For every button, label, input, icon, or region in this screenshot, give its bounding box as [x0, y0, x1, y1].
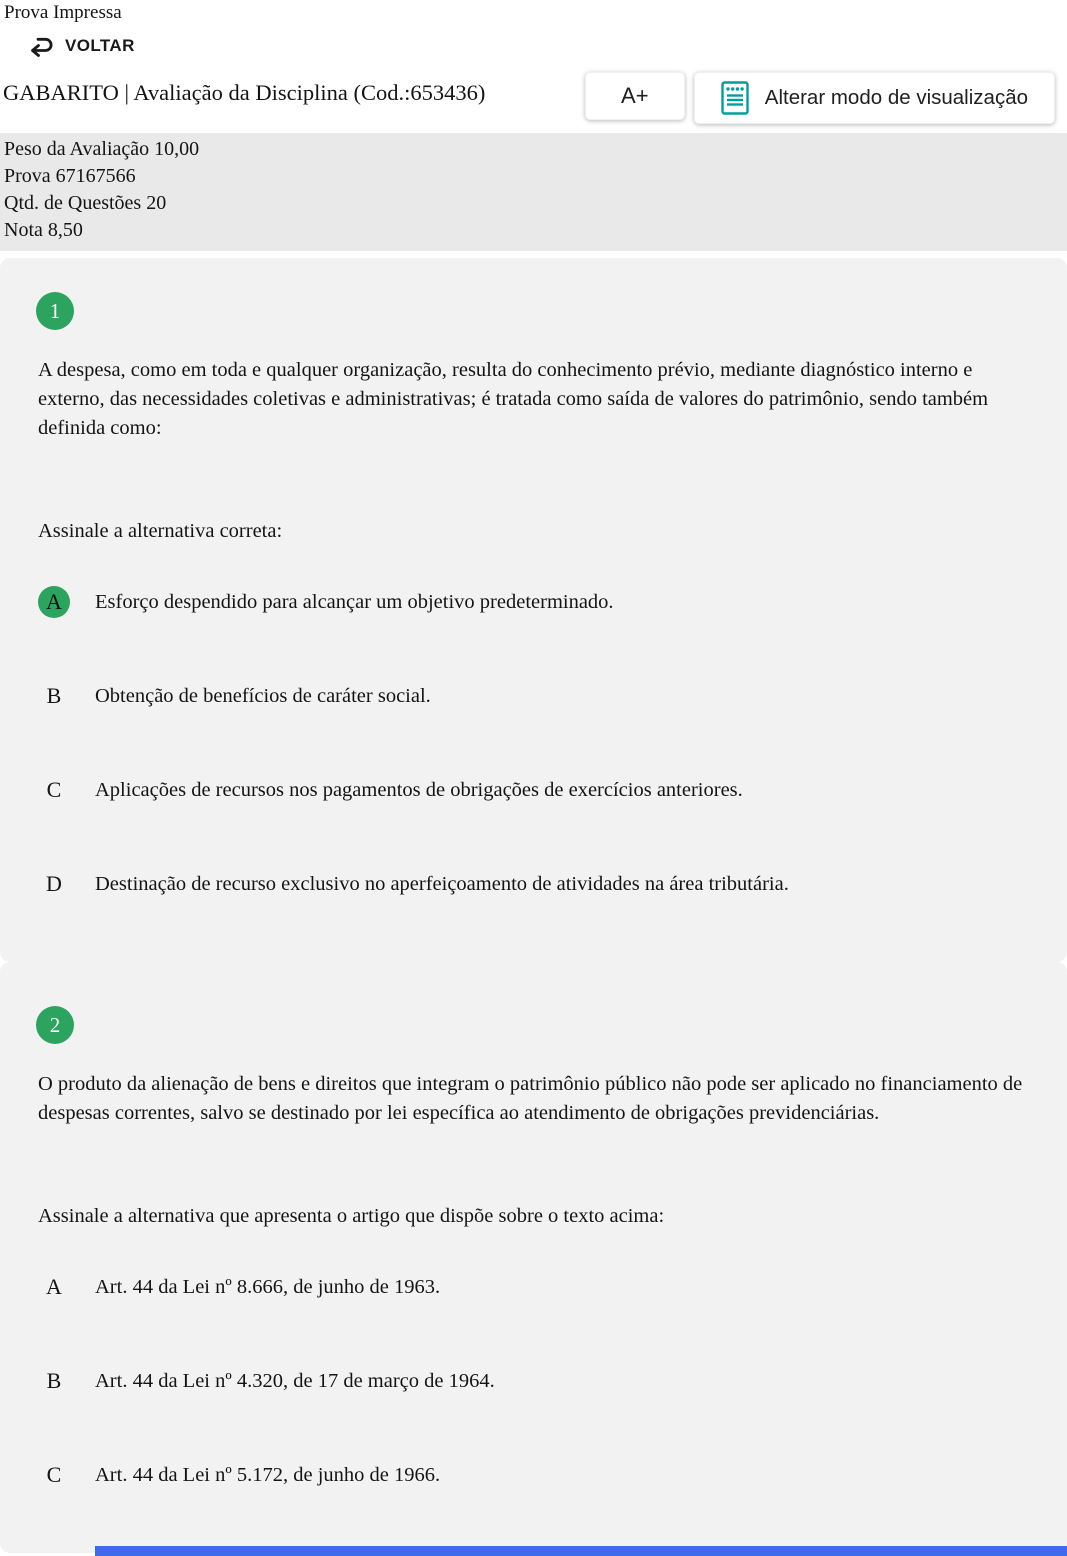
question-text: A despesa, como em toda e qualquer organização, resulta do conhecimento prévio, mediante diagnóstico interno e externo, das necessidades coletivas e administrativas; é tratada como saída de valores do patrimônio, sendo também definida como: [38, 359, 989, 439]
option-text: Destinação de recurso exclusivo no aperfeiçoamento de atividades na área tributária. [95, 873, 789, 895]
question-card [0, 258, 1067, 962]
question-number-badge [36, 1006, 74, 1044]
option-letter-badge: A [38, 586, 70, 618]
option-letter-badge: A [46, 1274, 62, 1299]
option-text: Art. 44 da Lei nº 8.666, de junho de 1963. [95, 1276, 441, 1298]
summary-value: 10,00 [154, 138, 200, 160]
questions-list [0, 258, 1067, 1553]
option-letter-badge: B [46, 683, 62, 708]
answer-option[interactable] [38, 868, 1027, 900]
answer-option[interactable] [38, 586, 1027, 618]
answer-option[interactable] [38, 1271, 1027, 1303]
summary-weight [4, 136, 1067, 163]
font-increase-button[interactable]: A+ [585, 72, 685, 120]
answer-option[interactable] [38, 680, 1027, 712]
summary-grade [4, 217, 1067, 244]
option-text: Art. 44 da Lei nº 5.172, de junho de 1966. [95, 1464, 441, 1486]
summary-label: Qtd. de Questões [4, 192, 142, 214]
answer-option[interactable] [38, 774, 1027, 806]
option-letter-badge: D [46, 871, 62, 896]
summary-value: 67167566 [55, 165, 136, 187]
summary-label: Nota [4, 219, 43, 241]
summary-value: 8,50 [47, 219, 83, 241]
question-number: 1 [49, 298, 61, 323]
view-mode-button[interactable] [694, 72, 1055, 124]
summary-exam-id [4, 163, 1067, 190]
exam-header [0, 68, 1067, 124]
return-arrow-icon [28, 35, 56, 57]
back-button[interactable] [28, 35, 135, 57]
question-number-badge [36, 292, 74, 330]
option-text: Art. 44 da Lei nº 4.320, de 17 de março de 1964. [95, 1370, 495, 1392]
document-list-icon [721, 81, 749, 115]
summary-question-count [4, 190, 1067, 217]
option-letter-badge: C [46, 777, 62, 802]
question-number: 2 [49, 1012, 61, 1037]
option-letter-badge: C [46, 1462, 62, 1487]
option-text: Esforço despendido para alcançar um objetivo predeterminado. [95, 591, 614, 613]
question-text: O produto da alienação de bens e direitos que integram o patrimônio público não pode ser aplicado no financiamento de despesas correntes, salvo se destinado por lei específica ao atendimento de obrigações previdenciárias. [38, 1073, 1023, 1124]
option-text: Aplicações de recursos nos pagamentos de obrigações de exercícios anteriores. [95, 779, 743, 801]
back-button-label: VOLTAR [65, 36, 135, 55]
view-mode-button-label: Alterar modo de visualização [764, 86, 1028, 109]
options-list [0, 1271, 1067, 1491]
options-list [0, 586, 1067, 900]
option-text: Obtenção de benefícios de caráter social. [95, 685, 431, 707]
summary-label: Prova [4, 165, 51, 187]
exam-summary [0, 133, 1067, 251]
answer-option[interactable] [38, 1459, 1027, 1491]
option-letter-badge: B [46, 1368, 62, 1393]
exam-heading: GABARITO | Avaliação da Disciplina (Cod.:653436) [3, 80, 486, 105]
question-prompt: Assinale a alternativa correta: [38, 520, 283, 542]
question-card [0, 962, 1067, 1553]
page-title: Prova Impressa [4, 2, 122, 23]
summary-label: Peso da Avaliação [4, 138, 150, 160]
summary-value: 20 [146, 192, 167, 214]
question-prompt: Assinale a alternativa que apresenta o artigo que dispõe sobre o texto acima: [38, 1205, 665, 1227]
answer-option[interactable] [38, 1365, 1027, 1397]
footer-bar [95, 1546, 1067, 1556]
